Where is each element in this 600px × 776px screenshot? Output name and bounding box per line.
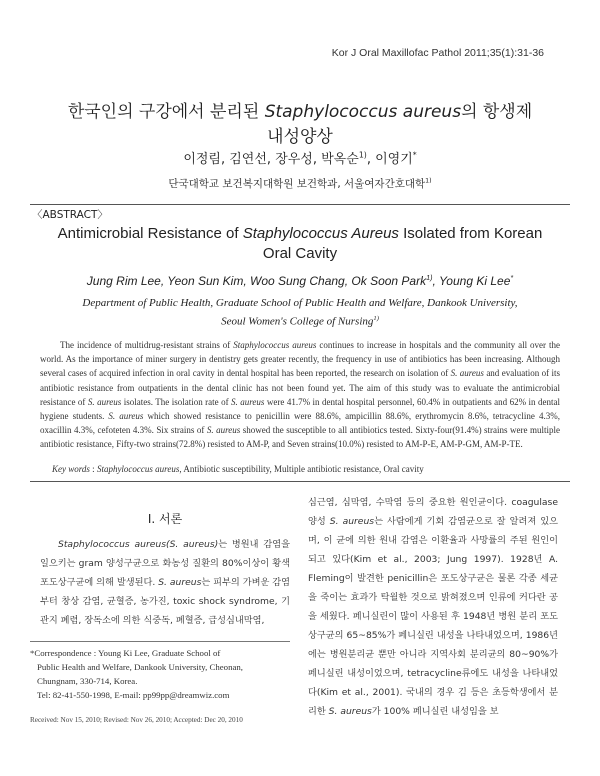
authors-korean-sup1: 1): [358, 150, 367, 160]
abstract-s2i: S. aureus: [450, 368, 484, 379]
title-korean-line1: [60, 97, 540, 122]
abstract-s2b: and evaluation of its antibiotic resistance from outpatients in the dental clinic has not been found yet. The aim of this study was to evaluate the antimicrobial resistance of: [40, 368, 560, 407]
authors-english-sup1: 1): [426, 273, 433, 282]
correspondence-line2: Public Health and Welfare, Dankook University, Cheonan,: [37, 662, 243, 672]
authors-english-mid: , Young Ki Lee: [432, 274, 511, 288]
footnote-rule: [30, 641, 290, 642]
right-col-t2: 는 사람에게 기회 감염균으로 잘 알려져 있으며, 이 균에 의한 원내 감염은 이환율과 사망률의 주된 원인이 되고 있다(Kim et al., 2003; Jung 1997). 1928년 A. Fleming이 발견한 penicillin은 포도상구균은 물론 각종 세균을 죽이는 효과가 탁월한 것으로 밝혀졌으며 인류에 커다란 공을 세웠다. 페니실린이 많이 사용된 후 1948년 병원 분리 포도상구균의 65~85%가 페니실린 내성을 나타내었으며, 1986년에는 병원분리균 뿐만 아니라 지역사회 분리균의 80~90%가 페니실린 내성이었으며, tetracycline류에도 내성을 나타내었다(Kim et al., 2001). 국내의 경우 김 등은 초등학생에서 분리한: [308, 516, 558, 717]
abstract-s4i: S. aureus: [231, 396, 265, 407]
keywords: [52, 464, 552, 474]
left-col-i1: Staphylococcus aureus(S. aureus): [58, 539, 219, 550]
authors-korean: [60, 148, 540, 167]
abstract-s1b: continues to increase in hospitals and the community all over the world. As the importance of miner surgery in dentistry gets greater recently, the frequency in use of antibiotics has been increasing. Although several cases of acquired infection in oral cavity in dental hospital has been reported, the research on isolation of: [40, 340, 560, 379]
abstract-s3b: isolates. The isolation rate of: [121, 396, 232, 407]
affiliation-english-line2-text: Seoul Women's College of Nursing: [221, 315, 374, 328]
keywords-rest: , Antibiotic susceptibility, Multiple antibiotic resistance, Oral cavity: [179, 464, 424, 474]
abstract-tag: 〈ABSTRACT〉: [32, 209, 108, 221]
received-dates: Received: Nov 15, 2010; Revised: Nov 26, 2010; Accepted: Dec 20, 2010: [30, 716, 243, 724]
title-korean-post: 의 항생제: [461, 102, 533, 122]
title-english: [50, 224, 550, 264]
abstract-s1a: The incidence of multidrug-resistant strains of: [60, 340, 234, 350]
left-col-t2: 는 피부의 가벼운 감염부터 창상 감염, 균혈증, 농가진, toxic shock syndrome, 기관지 폐렴, 장독소에 의한 식중독, 폐혈증, 급성심내막염,: [40, 577, 290, 626]
section-heading-introduction: I. 서론: [147, 512, 183, 526]
affiliation-english-sup: 1): [373, 315, 379, 322]
abstract-body: [40, 338, 560, 452]
abstract-s6i: S. aureus: [206, 425, 241, 436]
title-english-post: Isolated from Korean Oral Cavity: [262, 225, 543, 262]
right-col-t3: 가 100% 페니실린 내성임을 보: [371, 706, 499, 717]
title-korean-line2: 내성양상: [267, 127, 333, 147]
abstract-s1i: Staphylococcus aureus: [233, 340, 317, 350]
journal-citation: Kor J Oral Maxillofac Pathol 2011;35(1):31-36: [331, 47, 544, 59]
title-korean-pre: 한국인의 구강에서 분리된: [67, 102, 265, 122]
right-col-i2: S. aureus: [328, 706, 372, 717]
abstract-top-rule: [30, 204, 570, 205]
affiliation-korean-sup: 1): [425, 177, 432, 185]
correspondence-line1: *Correspondence : Young Ki Lee, Graduate School of: [30, 648, 221, 658]
affiliation-english-line2: [60, 311, 540, 330]
left-col-t1: 는 병원내 감염을 일으키는 gram 양성구균으로 화농성 질환의 80%이상이 황색포도상구균에 의해 발생된다.: [40, 539, 290, 588]
abstract-s3i: S. aureus: [87, 396, 122, 407]
title-english-pre: Antimicrobial Resistance of: [57, 225, 243, 242]
title-korean-italic: Staphylococcus aureus: [264, 102, 462, 122]
right-col-t1: 심근염, 심막염, 수막염 등의 중요한 원인균이다. coagulase 양성: [308, 497, 558, 527]
intro-left-column: [40, 535, 290, 630]
affiliation-korean: [60, 176, 540, 191]
abstract-bottom-rule: [30, 481, 570, 482]
abstract-s6b: showed the susceptible to all antibiotics tested. Sixty-four(91.4%) strains were multiple antibiotic resistance, Fifty-two strains(72.8%) resisted to AM-P, and Seven strains(10.0%) resisted to AM-P-E, AM-P-GM, AM-P-TE.: [40, 425, 560, 450]
authors-korean-sup2: *: [412, 150, 417, 160]
authors-english: [50, 273, 550, 288]
authors-english-text: Jung Rim Lee, Yeon Sun Kim, Woo Sung Chang, Ok Soon Park: [86, 274, 427, 288]
abstract-s5i: S. aureus: [108, 411, 144, 422]
abstract-s5b: which showed resistance to penicillin were 88.6%, ampicillin 88.6%, erythromycin 8.6%, tetracycline 4.3%, oxacillin 4.3%, cefoteten 4.3%. Six strains of: [40, 411, 560, 436]
correspondence-footnote: [30, 646, 292, 702]
intro-right-column: [308, 493, 558, 721]
authors-korean-mid: , 이영기: [366, 152, 413, 167]
authors-korean-text: 이정림, 김연선, 장우성, 박옥순: [183, 152, 359, 167]
left-col-i2: S. aureus: [158, 577, 202, 588]
abstract-s4b: were 41.7% in dental hospital personnel, 60.4% in outpatients and 62% in dental hygiene students.: [40, 396, 560, 422]
affiliation-english: [60, 296, 540, 330]
keywords-label: Key words: [52, 464, 90, 474]
keywords-sep: :: [89, 464, 97, 474]
authors-english-sup2: *: [510, 273, 514, 282]
title-english-italic: Staphylococcus Aureus: [242, 225, 399, 242]
affiliation-english-line1: Department of Public Health, Graduate School of Public Health and Welfare, Dankook University,: [82, 297, 518, 309]
right-col-i1: S. aureus: [329, 516, 375, 527]
keywords-italic: Staphylococcus aureus: [96, 464, 180, 474]
correspondence-line3: Chungnam, 330-714, Korea.: [37, 676, 138, 686]
correspondence-line4: Tel: 82-41-550-1998, E-mail: pp99pp@dreamwiz.com: [37, 690, 230, 700]
affiliation-korean-text: 단국대학교 보건복지대학원 보건학과, 서울여자간호대학: [168, 178, 426, 190]
